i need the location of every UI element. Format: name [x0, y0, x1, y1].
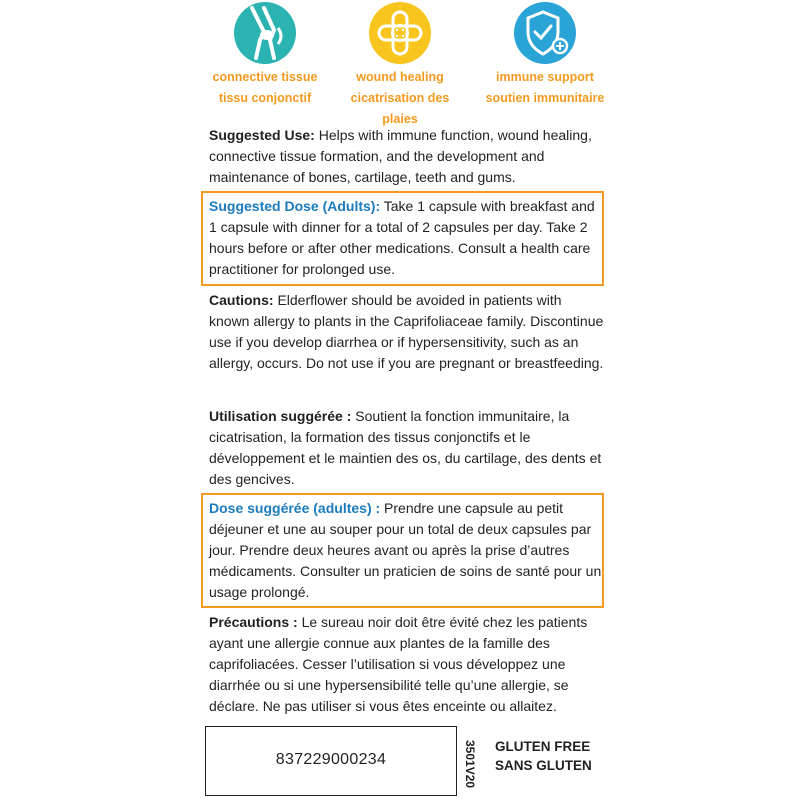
- bandage-icon: [369, 2, 431, 64]
- icon-label-fr: cicatrisation des plaies: [350, 91, 450, 126]
- cautions-label: Cautions:: [209, 292, 274, 308]
- precautions-text: Le sureau noir doit être évité chez les patients ayant une allergie connue aux plantes de la famille des caprifoliacées. Cesser l’utilisation si vous développez une diarrhée ou si une hypersensibilité telle qu’une allergie, se déclare. Ne pas utiliser si vous êtes enceinte ou allaitez.: [209, 614, 588, 714]
- icon-label-fr: soutien immunitaire: [485, 91, 605, 105]
- precautions-label: Précautions :: [209, 614, 298, 630]
- lot-code: [463, 740, 477, 800]
- dose-fr-section: [209, 498, 604, 603]
- utilisation-text: Soutient la fonction immunitaire, la cicatrisation, la formation des tissus conjonctifs et le développement et le maintien des os, du cartilage, des dents et des gencives.: [209, 408, 602, 487]
- suggested-use-text: Helps with immune function, wound healing, connective tissue formation, and the development and maintenance of bones, cartilage, teeth and gums.: [209, 127, 592, 185]
- suggested-use-label: Suggested Use:: [209, 127, 315, 143]
- benefit-wound-healing: [335, 0, 465, 130]
- suggested-dose-section: [209, 196, 604, 280]
- lot-code-text: 3501V20: [463, 740, 477, 789]
- icon-label-en: immune support: [496, 70, 594, 84]
- dose-fr-label: Dose suggérée (adultes) :: [209, 500, 381, 516]
- benefit-icons: [200, 0, 610, 126]
- upc-box: [205, 726, 457, 796]
- benefit-connective-tissue: [200, 0, 330, 109]
- gluten-free-fr: SANS GLUTEN: [495, 758, 592, 773]
- benefit-immune-support: [480, 0, 610, 109]
- icon-label-fr: tissu conjonctif: [218, 91, 312, 105]
- suggested-dose-label: Suggested Dose (Adults):: [209, 198, 381, 214]
- suggested-use-section: [209, 125, 604, 188]
- cautions-section: [209, 290, 604, 374]
- suggested-dose-text: Take 1 capsule with breakfast and 1 capsule with dinner for a total of 2 capsules per day. Take 2 hours before or after other medications. Consult a health care practitioner for prolonged use.: [209, 198, 595, 277]
- dose-fr-text: Prendre une capsule au petit déjeuner et une au souper pour un total de deux capsules par jour. Prendre deux heures avant ou après la prise d’autres médicaments. Consulter un praticien de soins de santé pour un usage prolongé.: [209, 500, 602, 600]
- utilisation-section: [209, 406, 604, 490]
- shield-check-icon: [514, 2, 576, 64]
- gluten-free-badge: [495, 737, 592, 775]
- upc-number: 837229000234: [275, 751, 387, 768]
- icon-label-en: connective tissue: [212, 70, 318, 84]
- icon-label-en: wound healing: [356, 70, 444, 84]
- precautions-section: [209, 612, 604, 717]
- cautions-text: Elderflower should be avoided in patients with known allergy to plants in the Caprifoliaceae family. Discontinue use if you develop diarrhea or if hypersensitivity, such as an allergy, occurs. Do not use if you are pregnant or breastfeeding.: [209, 292, 604, 371]
- gluten-free-en: GLUTEN FREE: [495, 739, 591, 754]
- knee-joint-icon: [234, 2, 296, 64]
- utilisation-label: Utilisation suggérée :: [209, 408, 352, 424]
